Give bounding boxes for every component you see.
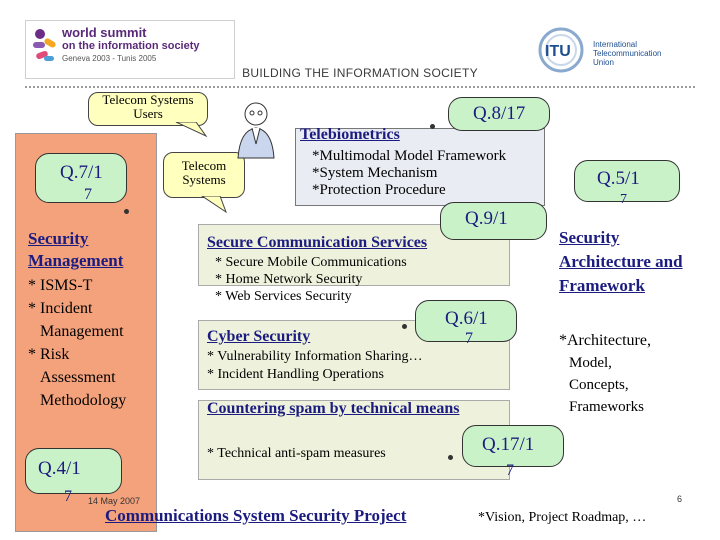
telebiometrics-items: *Multimodal Model Framework *System Mechanism *Protection Procedure [312, 148, 507, 198]
wsis-title: world summit [62, 25, 147, 40]
spam-title: Countering spam by technical means [207, 400, 460, 417]
telecom-systems-callout: Telecom Systems [163, 152, 245, 198]
project-vision: *Vision, Project Roadmap, … [478, 510, 647, 525]
wsis-subtitle: on the information society [62, 40, 200, 52]
cyber-security-title: Cyber Security [207, 328, 311, 345]
footer-date: 14 May 2007 [88, 496, 141, 506]
q7-pointer [124, 209, 129, 214]
itu-name: International Telecommunication Union [593, 40, 662, 67]
project-title: Communications System Security Project [105, 506, 407, 525]
cyber-security-items: * Vulnerability Information Sharing… * Incident Handling Operations [207, 349, 423, 382]
q9-label: Q.9/1 [465, 208, 508, 229]
itu-mark: ITU [545, 43, 571, 60]
systems-callout-tail [200, 196, 230, 214]
telebiometrics-title: Telebiometrics [300, 126, 400, 143]
q8-label: Q.8/17 [473, 103, 526, 124]
users-callout-tail [170, 122, 210, 138]
spam-items: * Technical anti-spam measures [207, 446, 386, 461]
wsis-dates: Geneva 2003 - Tunis 2005 [62, 54, 157, 63]
q6-pointer [402, 324, 407, 329]
wsis-logo-icon [30, 26, 60, 70]
person-figure-icon [228, 100, 286, 160]
q5-label: Q.5/1 [597, 168, 640, 189]
telecom-users-callout: Telecom Systems Users [88, 92, 208, 126]
page-number: 6 [677, 494, 683, 504]
q17-pointer [448, 455, 453, 460]
q5-label-cont: 7 [620, 192, 627, 207]
q17-label-cont: 7 [506, 462, 514, 479]
secure-comm-items: * Secure Mobile Communications * Home Network Security * Web Services Security [215, 255, 407, 304]
secure-comm-title: Secure Communication Services [207, 234, 428, 251]
q7-label-cont: 7 [84, 186, 92, 203]
q6-label-cont: 7 [465, 330, 473, 347]
security-architecture-items: *Architecture, Model, Concepts, Frameworks [559, 332, 651, 415]
q8-pointer [430, 124, 435, 129]
security-architecture-title: Security Architecture and Framework [559, 228, 683, 295]
page-subtitle: BUILDING THE INFORMATION SOCIETY [242, 66, 478, 80]
q6-label: Q.6/1 [445, 308, 488, 329]
q4-label-cont: 7 [64, 488, 72, 505]
q7-label: Q.7/1 [60, 162, 103, 183]
security-management-items: * ISMS-T * Incident Management * Risk Assessment Methodology [28, 277, 127, 409]
security-management-title: Security Management [28, 229, 124, 270]
q17-label: Q.17/1 [482, 434, 535, 455]
q4-label: Q.4/1 [38, 458, 81, 479]
header-divider [25, 86, 695, 88]
